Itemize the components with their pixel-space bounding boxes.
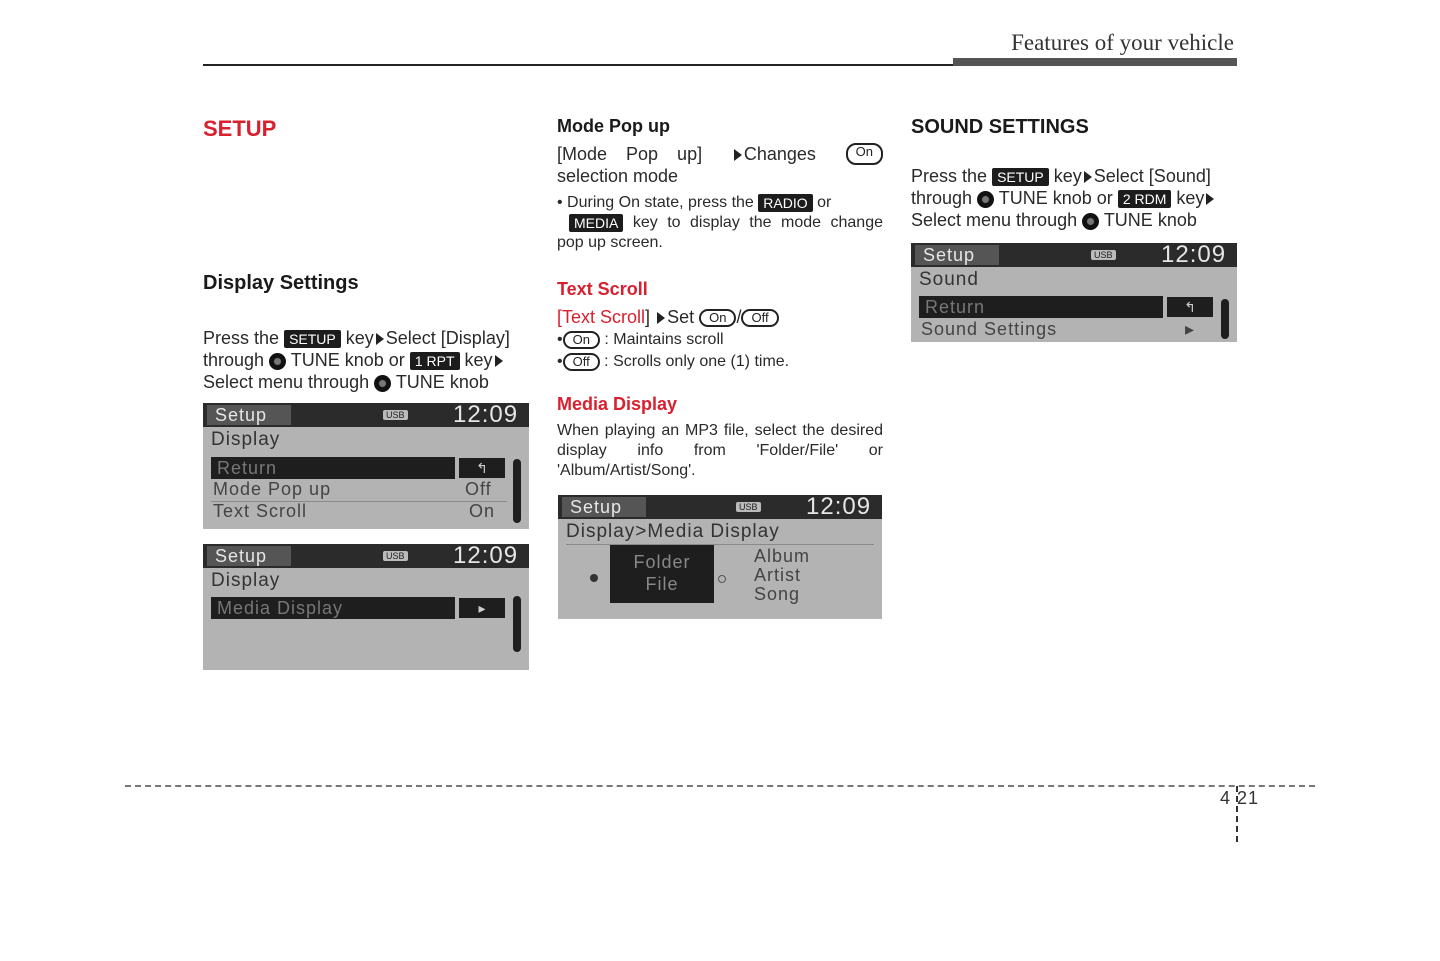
text-scroll-off-item: • Off : Scrolls only one (1) time. <box>557 353 790 370</box>
text-select-sound: Select [Sound] <box>1093 166 1211 186</box>
header-title: Features of your vehicle <box>1011 30 1234 55</box>
text-press-the: Press the <box>911 166 988 186</box>
text-tune-or: TUNE knob or <box>290 350 405 370</box>
scrollbar[interactable] <box>513 459 521 523</box>
text-press-the: Press the <box>203 328 280 348</box>
text-through: through <box>911 188 973 208</box>
return-icon[interactable]: ↰ <box>1167 297 1213 317</box>
usb-icon: USB <box>383 551 408 561</box>
screen-clock: 12:09 <box>1161 243 1227 268</box>
arrow-right-icon <box>734 149 742 161</box>
text-key: key <box>464 350 493 370</box>
display-instructions <box>203 327 529 393</box>
menu-item-text-scroll[interactable]: Text Scroll <box>213 501 308 521</box>
text-scroll-link: Text Scroll <box>562 307 646 327</box>
setup-key-icon: SETUP <box>284 330 341 348</box>
arrow-right-icon <box>376 333 384 345</box>
on-toggle-icon: On <box>699 309 736 327</box>
text-bracket: ] <box>645 307 651 327</box>
arrow-right-icon <box>1084 171 1092 183</box>
screen-path: Display <box>211 429 281 450</box>
usb-icon: USB <box>1091 250 1116 260</box>
rdm-key-icon: 2 RDM <box>1118 190 1172 208</box>
on-toggle-icon: On <box>846 143 883 165</box>
mode-pop-up-value: Off <box>465 479 492 499</box>
text-scroll-value: On <box>469 501 496 521</box>
mode-pop-up-line <box>557 143 883 165</box>
chevron-right-icon: ▸ <box>1185 319 1196 339</box>
text-scrolls-once: : Scrolls only one (1) time. <box>604 353 790 370</box>
arrow-right-icon <box>1206 193 1214 205</box>
text-bullet-b: key to display the mode change pop up screen. <box>557 214 884 251</box>
menu-item-return[interactable]: Return <box>211 457 455 479</box>
right-column <box>911 116 1237 231</box>
left-column <box>203 116 529 142</box>
display-screen-2 <box>203 544 529 670</box>
screen-path: Display>Media Display <box>566 521 780 542</box>
off-toggle-icon: Off <box>741 309 778 327</box>
media-display-heading: Media Display <box>557 394 678 414</box>
option-album-artist-song[interactable] <box>754 547 810 604</box>
page-index: 21 <box>1237 788 1260 808</box>
tune-knob-icon <box>977 191 994 208</box>
radio-selected-icon[interactable] <box>590 574 598 582</box>
on-toggle-icon: On <box>563 331 600 349</box>
screen-tab: Setup <box>915 245 999 265</box>
option-folder-label: Folder <box>633 552 691 572</box>
usb-icon: USB <box>383 410 408 420</box>
chevron-right-icon[interactable]: ▸ <box>459 598 505 618</box>
radio-unselected-icon[interactable] <box>718 575 726 583</box>
option-album-label: Album <box>754 546 811 566</box>
menu-item-mode-pop-up[interactable]: Mode Pop up <box>213 479 332 499</box>
header-rule <box>203 64 953 66</box>
text-scroll-on-item: • On : Maintains scroll <box>557 331 724 348</box>
text-through: through <box>203 350 265 370</box>
text-select-menu: Select menu through <box>203 372 370 392</box>
text-tune-or: TUNE knob or <box>998 188 1113 208</box>
menu-item-media-display[interactable]: Media Display <box>211 597 455 619</box>
text-select-display: Select [Display] <box>385 328 510 348</box>
scrollbar[interactable] <box>1221 299 1229 339</box>
option-file-label: File <box>645 574 679 594</box>
mode-bullet <box>557 193 883 253</box>
page-separator <box>1236 786 1238 842</box>
display-settings-section <box>203 272 529 393</box>
screen-tab: Setup <box>562 497 646 517</box>
usb-icon: USB <box>736 502 761 512</box>
text-scroll-heading: Text Scroll <box>557 279 648 299</box>
tune-knob-icon <box>374 375 391 392</box>
text-or: or <box>817 194 832 211</box>
setup-key-icon: SETUP <box>992 168 1049 186</box>
menu-item-sound-settings[interactable]: Sound Settings <box>921 319 1058 339</box>
return-icon[interactable]: ↰ <box>459 458 505 478</box>
screen-path: Sound <box>919 269 979 290</box>
text-bracket: [ <box>557 307 563 327</box>
footer-rule <box>125 785 1315 787</box>
header-bar <box>953 58 1237 66</box>
text-changes: Changes <box>743 144 816 164</box>
option-folder-file[interactable] <box>610 545 714 603</box>
scrollbar[interactable] <box>513 596 521 652</box>
mode-selection-text: selection mode <box>557 166 679 186</box>
text-key: key <box>1053 166 1082 186</box>
tune-knob-icon <box>269 353 286 370</box>
text-select-menu: Select menu through <box>911 210 1078 230</box>
media-key-icon: MEDIA <box>569 214 623 232</box>
mode-pop-up-heading: Mode Pop up <box>557 116 670 136</box>
text-slash: / <box>736 307 742 327</box>
page-chapter: 4 <box>1220 788 1232 808</box>
media-display-screen <box>558 495 882 619</box>
middle-column <box>557 116 883 481</box>
sound-instructions <box>911 165 1237 231</box>
off-toggle-icon: Off <box>563 353 600 371</box>
display-screen-1 <box>203 403 529 529</box>
rpt-key-icon: 1 RPT <box>410 352 460 370</box>
setup-heading: SETUP <box>203 116 277 141</box>
text-set: Set <box>667 307 695 327</box>
option-artist-label: Artist <box>754 565 802 585</box>
screen-path: Display <box>211 570 281 591</box>
text-maintains-scroll: : Maintains scroll <box>604 331 724 348</box>
display-settings-heading: Display Settings <box>203 272 359 294</box>
sound-settings-heading: SOUND SETTINGS <box>911 116 1089 138</box>
page-number <box>1220 788 1259 809</box>
sound-screen <box>911 243 1237 342</box>
arrow-right-icon <box>657 312 665 324</box>
radio-key-icon: RADIO <box>758 194 812 212</box>
option-song-label: Song <box>754 584 801 604</box>
text-key: key <box>345 328 374 348</box>
text-bullet-a: • During On state, press the <box>557 194 754 211</box>
tune-knob-icon <box>1082 213 1099 230</box>
menu-item-return[interactable]: Return <box>919 296 1163 318</box>
screen-tab: Setup <box>207 405 291 425</box>
media-display-paragraph: When playing an MP3 file, select the desired display info from 'Folder/File' or 'Album/Artist/Song'. <box>557 422 883 479</box>
screen-clock: 12:09 <box>453 544 519 569</box>
arrow-right-icon <box>495 355 503 367</box>
screen-clock: 12:09 <box>453 403 519 428</box>
screen-tab: Setup <box>207 546 291 566</box>
text-scroll-line <box>557 306 883 328</box>
text-key: key <box>1176 188 1205 208</box>
text-tune-knob: TUNE knob <box>395 372 489 392</box>
text-tune-knob: TUNE knob <box>1103 210 1197 230</box>
text-mode-pop-up: [Mode Pop up] <box>557 144 703 164</box>
screen-clock: 12:09 <box>806 495 872 520</box>
